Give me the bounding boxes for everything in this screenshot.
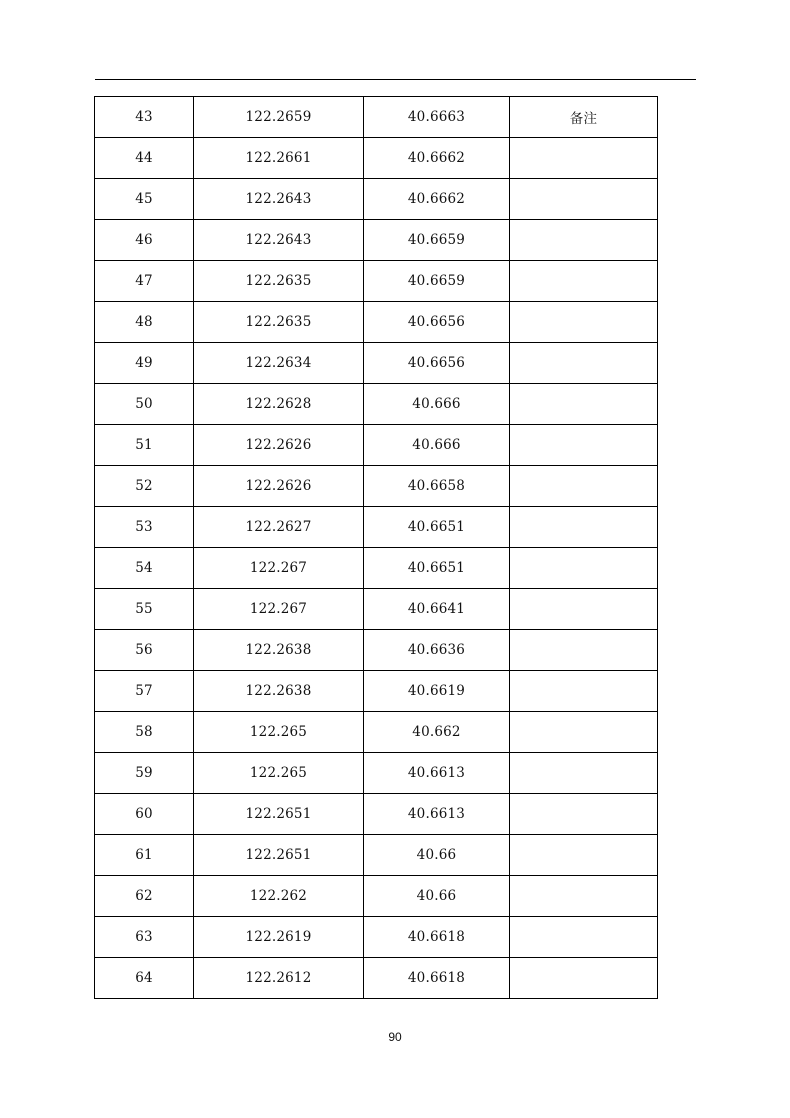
table-row bbox=[95, 671, 658, 712]
table-row bbox=[95, 548, 658, 589]
x-coordinate-cell: 122.2651 bbox=[194, 835, 364, 876]
x-coordinate-cell: 122.2635 bbox=[194, 302, 364, 343]
y-coordinate-cell: 40.6659 bbox=[364, 261, 510, 302]
point-number-cell: 43 bbox=[95, 97, 194, 138]
table-row bbox=[95, 835, 658, 876]
remark-cell bbox=[510, 138, 658, 179]
point-number-cell: 55 bbox=[95, 589, 194, 630]
y-coordinate-cell: 40.6618 bbox=[364, 958, 510, 999]
remark-cell bbox=[510, 958, 658, 999]
remark-cell bbox=[510, 917, 658, 958]
remark-cell bbox=[510, 466, 658, 507]
point-number-cell: 52 bbox=[95, 466, 194, 507]
point-number-cell: 62 bbox=[95, 876, 194, 917]
table-row bbox=[95, 343, 658, 384]
remark-cell bbox=[510, 630, 658, 671]
x-coordinate-cell: 122.2638 bbox=[194, 630, 364, 671]
point-number-cell: 54 bbox=[95, 548, 194, 589]
remark-cell bbox=[510, 712, 658, 753]
y-coordinate-cell: 40.6613 bbox=[364, 753, 510, 794]
remark-cell bbox=[510, 179, 658, 220]
table-row bbox=[95, 220, 658, 261]
point-number-cell: 50 bbox=[95, 384, 194, 425]
table-row bbox=[95, 712, 658, 753]
table-row bbox=[95, 261, 658, 302]
remark-cell bbox=[510, 671, 658, 712]
remark-cell bbox=[510, 589, 658, 630]
x-coordinate-cell: 122.2627 bbox=[194, 507, 364, 548]
point-number-cell: 53 bbox=[95, 507, 194, 548]
x-coordinate-cell: 122.267 bbox=[194, 589, 364, 630]
point-number-cell: 64 bbox=[95, 958, 194, 999]
remark-cell bbox=[510, 220, 658, 261]
table-row bbox=[95, 179, 658, 220]
header-rule bbox=[95, 79, 696, 80]
remark-cell bbox=[510, 343, 658, 384]
y-coordinate-cell: 40.6656 bbox=[364, 302, 510, 343]
y-coordinate-cell: 40.6658 bbox=[364, 466, 510, 507]
x-coordinate-cell: 122.2659 bbox=[194, 97, 364, 138]
y-coordinate-cell: 40.6651 bbox=[364, 548, 510, 589]
x-coordinate-cell: 122.265 bbox=[194, 712, 364, 753]
point-number-cell: 44 bbox=[95, 138, 194, 179]
table-row bbox=[95, 630, 658, 671]
y-coordinate-cell: 40.662 bbox=[364, 712, 510, 753]
point-number-cell: 49 bbox=[95, 343, 194, 384]
y-coordinate-cell: 40.66 bbox=[364, 835, 510, 876]
y-coordinate-cell: 40.6636 bbox=[364, 630, 510, 671]
coordinate-table bbox=[94, 96, 658, 999]
remark-cell bbox=[510, 548, 658, 589]
table-row bbox=[95, 753, 658, 794]
point-number-cell: 58 bbox=[95, 712, 194, 753]
point-number-cell: 46 bbox=[95, 220, 194, 261]
point-number-cell: 63 bbox=[95, 917, 194, 958]
remark-cell bbox=[510, 835, 658, 876]
x-coordinate-cell: 122.2661 bbox=[194, 138, 364, 179]
table-row bbox=[95, 917, 658, 958]
y-coordinate-cell: 40.666 bbox=[364, 425, 510, 466]
y-coordinate-cell: 40.6619 bbox=[364, 671, 510, 712]
point-number-cell: 60 bbox=[95, 794, 194, 835]
table-row bbox=[95, 589, 658, 630]
table-row bbox=[95, 384, 658, 425]
table-row bbox=[95, 507, 658, 548]
table-row bbox=[95, 876, 658, 917]
remark-cell bbox=[510, 384, 658, 425]
y-coordinate-cell: 40.6641 bbox=[364, 589, 510, 630]
x-coordinate-cell: 122.265 bbox=[194, 753, 364, 794]
y-coordinate-cell: 40.6663 bbox=[364, 97, 510, 138]
y-coordinate-cell: 40.6662 bbox=[364, 138, 510, 179]
y-coordinate-cell: 40.6618 bbox=[364, 917, 510, 958]
point-number-cell: 48 bbox=[95, 302, 194, 343]
coordinate-table-body bbox=[95, 97, 658, 999]
point-number-cell: 61 bbox=[95, 835, 194, 876]
y-coordinate-cell: 40.6613 bbox=[364, 794, 510, 835]
y-coordinate-cell: 40.66 bbox=[364, 876, 510, 917]
y-coordinate-cell: 40.6662 bbox=[364, 179, 510, 220]
remark-cell bbox=[510, 425, 658, 466]
x-coordinate-cell: 122.267 bbox=[194, 548, 364, 589]
page-number: 90 bbox=[388, 1030, 402, 1044]
remark-cell: 备注 bbox=[510, 97, 658, 138]
x-coordinate-cell: 122.2635 bbox=[194, 261, 364, 302]
remark-cell bbox=[510, 794, 658, 835]
point-number-cell: 59 bbox=[95, 753, 194, 794]
x-coordinate-cell: 122.2634 bbox=[194, 343, 364, 384]
x-coordinate-cell: 122.2612 bbox=[194, 958, 364, 999]
point-number-cell: 45 bbox=[95, 179, 194, 220]
x-coordinate-cell: 122.2626 bbox=[194, 466, 364, 507]
table-row bbox=[95, 97, 658, 138]
y-coordinate-cell: 40.666 bbox=[364, 384, 510, 425]
x-coordinate-cell: 122.2638 bbox=[194, 671, 364, 712]
point-number-cell: 51 bbox=[95, 425, 194, 466]
y-coordinate-cell: 40.6651 bbox=[364, 507, 510, 548]
point-number-cell: 56 bbox=[95, 630, 194, 671]
x-coordinate-cell: 122.2619 bbox=[194, 917, 364, 958]
remark-cell bbox=[510, 753, 658, 794]
table-row bbox=[95, 425, 658, 466]
remark-cell bbox=[510, 302, 658, 343]
x-coordinate-cell: 122.2651 bbox=[194, 794, 364, 835]
table-row bbox=[95, 138, 658, 179]
point-number-cell: 57 bbox=[95, 671, 194, 712]
y-coordinate-cell: 40.6656 bbox=[364, 343, 510, 384]
remark-cell bbox=[510, 261, 658, 302]
y-coordinate-cell: 40.6659 bbox=[364, 220, 510, 261]
x-coordinate-cell: 122.2628 bbox=[194, 384, 364, 425]
x-coordinate-cell: 122.2643 bbox=[194, 220, 364, 261]
table-row bbox=[95, 958, 658, 999]
remark-cell bbox=[510, 876, 658, 917]
x-coordinate-cell: 122.2626 bbox=[194, 425, 364, 466]
point-number-cell: 47 bbox=[95, 261, 194, 302]
remark-cell bbox=[510, 507, 658, 548]
table-row bbox=[95, 466, 658, 507]
x-coordinate-cell: 122.262 bbox=[194, 876, 364, 917]
table-row bbox=[95, 302, 658, 343]
table-row bbox=[95, 794, 658, 835]
x-coordinate-cell: 122.2643 bbox=[194, 179, 364, 220]
